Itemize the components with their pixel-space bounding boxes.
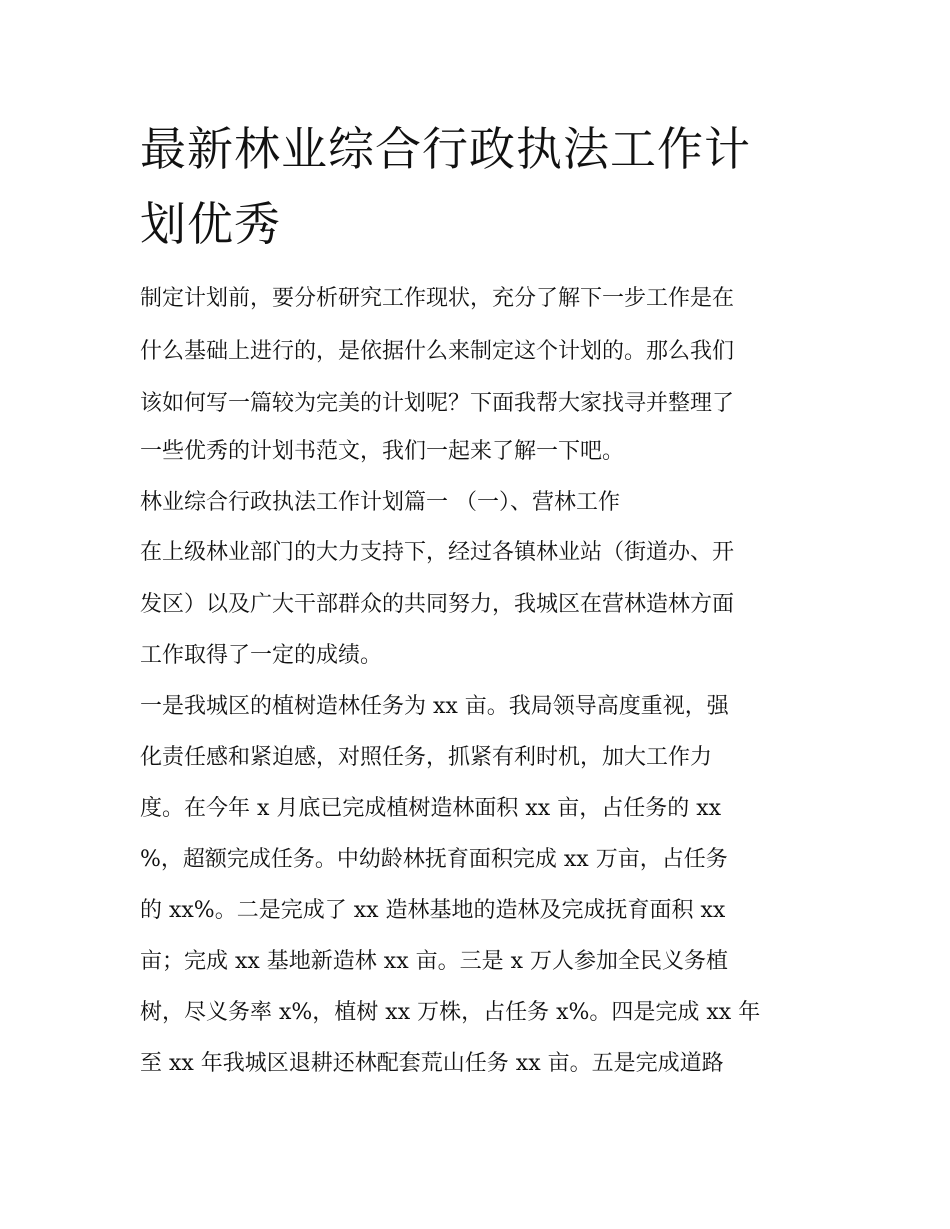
body-line: 度。在今年 x 月底已完成植树造林面积 xx 亩，占任务的 xx <box>140 796 722 821</box>
title-line-1: 最新林业综合行政执法工作计 <box>140 122 751 176</box>
body-line: 一是我城区的植树造林任务为 xx 亩。我局领导高度重视，强 <box>140 694 729 719</box>
body-line: 在上级林业部门的大力支持下，经过各镇林业站（街道办、开 <box>140 540 735 565</box>
body-line: 发区）以及广大干部群众的共同努力，我城区在营林造林方面 <box>140 592 735 617</box>
body-line: 什么基础上进行的，是依据什么来制定这个计划的。那么我们 <box>140 339 735 364</box>
section-heading: 林业综合行政执法工作计划篇一 （一）、营林工作 <box>140 490 620 515</box>
body-line: 制定计划前，要分析研究工作现状，充分了解下一步工作是在 <box>140 286 735 311</box>
body-line: %，超额完成任务。中幼龄林抚育面积完成 xx 万亩，占任务 <box>140 847 728 872</box>
document-title <box>140 112 820 262</box>
body-line: 的 xx%。二是完成了 xx 造林基地的造林及完成抚育面积 xx <box>140 898 726 923</box>
body-line: 化责任感和紧迫感，对照任务，抓紧有利时机，加大工作力 <box>140 745 713 770</box>
body-line: 至 xx 年我城区退耕还林配套荒山任务 xx 亩。五是完成道路 <box>140 1051 724 1076</box>
body-line: 一些优秀的计划书范文，我们一起来了解一下吧。 <box>140 439 625 464</box>
body-line: 工作取得了一定的成绩。 <box>140 643 383 668</box>
body-line: 亩；完成 xx 基地新造林 xx 亩。三是 x 万人参加全民义务植 <box>140 949 728 974</box>
title-line-2: 划优秀 <box>140 197 281 251</box>
body-line: 树，尽义务率 x%，植树 xx 万株，占任务 x%。四是完成 xx 年 <box>140 1000 761 1025</box>
body-line: 该如何写一篇较为完美的计划呢？下面我帮大家找寻并整理了 <box>140 391 735 416</box>
